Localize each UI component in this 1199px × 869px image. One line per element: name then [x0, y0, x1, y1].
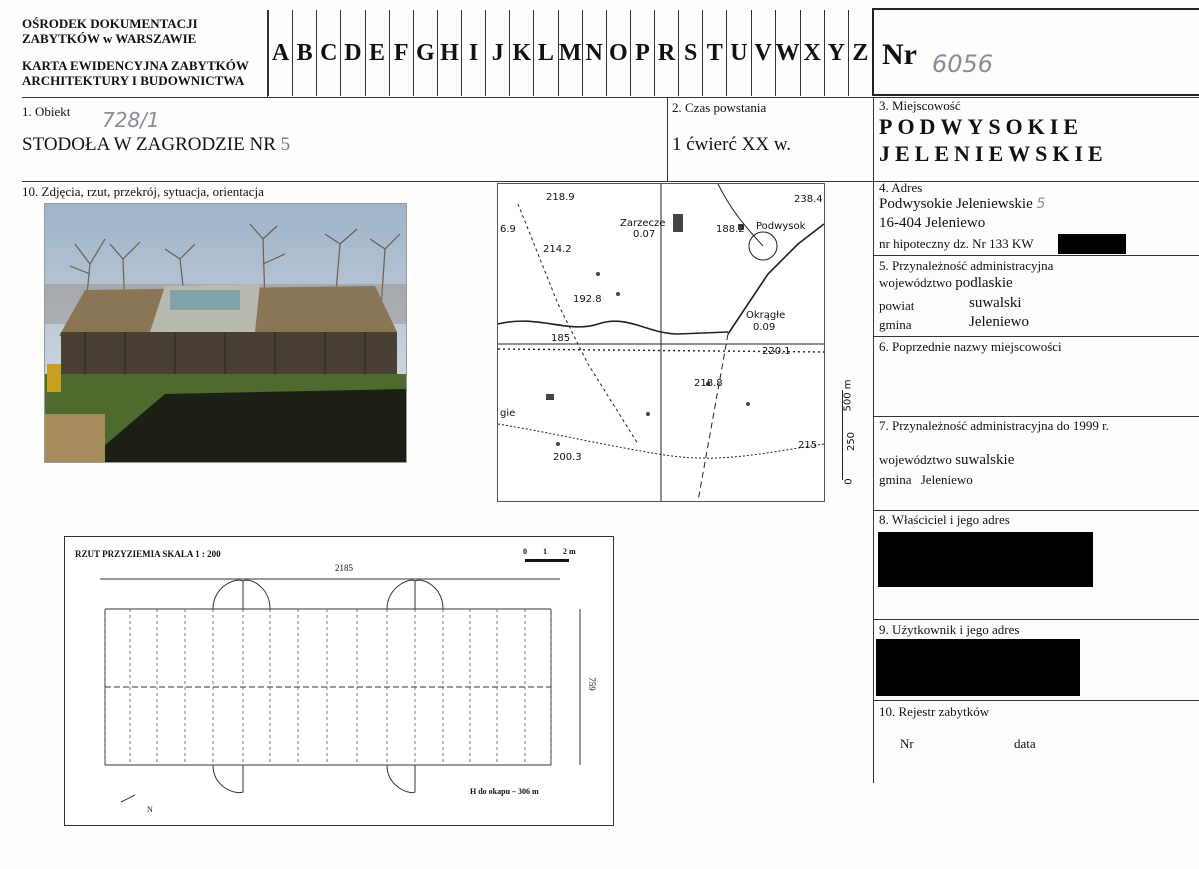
letter-f: F	[389, 10, 413, 96]
letter-u: U	[726, 10, 750, 96]
admin-woj-label: województwo	[879, 275, 952, 290]
divider	[873, 336, 1199, 337]
letter-l: L	[533, 10, 557, 96]
institution-line1: OŚRODEK DOKUMENTACJI	[22, 16, 198, 31]
letter-a: A	[268, 10, 292, 96]
map-label: gie	[500, 408, 516, 419]
divider	[873, 700, 1199, 701]
letter-k: K	[509, 10, 533, 96]
letter-g: G	[413, 10, 437, 96]
plan-drawing	[65, 537, 613, 825]
letter-p: P	[630, 10, 654, 96]
letter-w: W	[775, 10, 800, 96]
letter-e: E	[365, 10, 389, 96]
field-prev-names-label: 6. Poprzednie nazwy miejscowości	[879, 339, 1062, 354]
letter-v: V	[751, 10, 775, 96]
admin-powiat-label: powiat	[879, 298, 915, 313]
map-label: 214.2	[543, 244, 572, 255]
admin1999-woj-label: województwo	[879, 452, 952, 467]
letter-y: Y	[824, 10, 848, 96]
field-address-line3: nr hipoteczny dz. Nr 133 KW	[879, 236, 1034, 251]
field-date-value: 1 ćwierć XX w.	[672, 134, 792, 155]
admin1999-gmina-label: gmina	[879, 472, 912, 487]
map-scale	[838, 380, 864, 490]
field-locality-line1: PODWYSOKIE	[879, 114, 1084, 139]
plan-scale-0: 0	[523, 547, 527, 556]
letter-c: C	[316, 10, 340, 96]
letter-j: J	[485, 10, 509, 96]
scale-label-250: 250	[846, 431, 858, 452]
field-object-value	[22, 134, 290, 156]
redaction-owner	[878, 532, 1093, 587]
field-owner-label: 8. Właściciel i jego adres	[879, 512, 1010, 527]
card-title-line2: ARCHITEKTURY I BUDOWNICTWA	[22, 73, 245, 88]
map-label: 192.8	[573, 294, 602, 305]
map-label: 238.4	[794, 194, 823, 205]
field-admin-label: 5. Przynależność administracyjna	[879, 258, 1054, 273]
map-label: 185	[551, 333, 571, 344]
admin1999-woj	[879, 452, 1014, 469]
letter-b: B	[292, 10, 316, 96]
admin1999-woj-value: suwalskie	[955, 452, 1015, 468]
north-arrow-label: N	[147, 805, 153, 814]
letter-index	[268, 10, 872, 96]
letter-o: O	[606, 10, 630, 96]
barn-photo-image	[45, 204, 406, 462]
plan-scale-2: 2 m	[563, 547, 576, 556]
register-nr-label: Nr	[900, 736, 914, 751]
scale-label-500: 500 m	[842, 379, 854, 412]
letter-i: I	[461, 10, 485, 96]
plan-title: RZUT PRZYZIEMIA SKALA 1 : 200	[75, 549, 221, 559]
field-address-line1	[879, 196, 1045, 213]
plan-length: 2185	[335, 563, 353, 573]
admin-powiat-value: suwalski	[969, 295, 1022, 311]
map-label: Zarzecze	[620, 218, 666, 229]
object-name: STODOŁA W ZAGRODZIE NR	[22, 134, 276, 155]
map-label: 188.2	[716, 224, 745, 235]
institution-name	[22, 16, 198, 46]
divider	[22, 181, 1199, 182]
map-label: 0.09	[753, 322, 776, 333]
field-address-label: 4. Adres	[879, 180, 923, 195]
field-admin-woj	[879, 275, 1013, 292]
map-label: 6.9	[500, 224, 516, 235]
admin-gmina-label: gmina	[879, 317, 912, 332]
plan-scale-1: 1	[543, 547, 547, 556]
divider	[873, 416, 1199, 417]
institution-line2: ZABYTKÓW w WARSZAWIE	[22, 31, 197, 46]
nr-box	[872, 8, 1199, 96]
map-label: Podwysok	[756, 221, 806, 232]
floor-plan	[64, 536, 614, 826]
map-label: Okrągłe	[746, 310, 786, 321]
address-number: 5	[1036, 196, 1046, 212]
field-address-line2: 16-404 Jeleniewo	[879, 215, 986, 231]
field-user-label: 9. Użytkownik i jego adres	[879, 622, 1020, 637]
card-title-line1: KARTA EWIDENCYJNA ZABYTKÓW	[22, 58, 249, 73]
map-label: 218.9	[546, 192, 575, 203]
field-date-label: 2. Czas powstania	[672, 100, 767, 115]
admin-woj-value: podlaskie	[955, 275, 1013, 291]
letter-m: M	[558, 10, 582, 96]
divider	[873, 97, 874, 783]
divider	[873, 255, 1199, 256]
card-title	[22, 58, 249, 88]
letter-s: S	[678, 10, 702, 96]
letter-r: R	[654, 10, 678, 96]
field-locality-line2: JELENIEWSKIE	[879, 141, 1108, 166]
letter-z: Z	[848, 10, 872, 96]
map-label: 218.8	[694, 378, 723, 389]
address-street: Podwysokie Jeleniewskie	[879, 196, 1033, 212]
admin1999-gmina-value: Jeleniewo	[920, 472, 973, 487]
divider	[667, 97, 668, 181]
nr-handwritten: 6056	[932, 50, 994, 78]
barn-photo	[44, 203, 407, 463]
field-object-label: 1. Obiekt	[22, 104, 71, 119]
location-map-drawing	[498, 184, 824, 501]
letter-t: T	[702, 10, 726, 96]
map-label: 215	[798, 440, 818, 451]
nr-label: Nr	[882, 38, 917, 71]
field-locality-label: 3. Miejscowość	[879, 98, 961, 113]
field-object-handwritten: 728/1	[102, 108, 160, 132]
map-label: 220.1	[762, 346, 791, 357]
plan-eave-height: H do okapu – 306 m	[470, 787, 539, 796]
field-photos-label: 10. Zdjęcia, rzut, przekrój, sytuacja, orientacja	[22, 184, 264, 199]
location-map	[497, 183, 825, 502]
divider	[22, 97, 1199, 98]
divider	[267, 10, 268, 97]
admin-gmina-value: Jeleniewo	[969, 314, 1029, 330]
register-date-label: data	[1014, 736, 1036, 751]
field-register-label: 10. Rejestr zabytków	[879, 704, 990, 719]
letter-x: X	[800, 10, 824, 96]
map-label: 200.3	[553, 452, 582, 463]
scale-label-0: 0	[843, 478, 855, 485]
plan-width: 759	[586, 677, 597, 691]
field-admin1999-label: 7. Przynależność administracyjna do 1999 r.	[879, 418, 1109, 433]
redaction-user	[876, 639, 1080, 696]
admin1999-gmina	[879, 472, 973, 488]
object-number: 5	[280, 134, 291, 155]
divider	[873, 619, 1199, 620]
letter-d: D	[340, 10, 364, 96]
letter-h: H	[437, 10, 461, 96]
map-label: 0.07	[633, 229, 656, 240]
letter-n: N	[582, 10, 606, 96]
redaction-kw	[1058, 234, 1126, 254]
divider	[873, 510, 1199, 511]
